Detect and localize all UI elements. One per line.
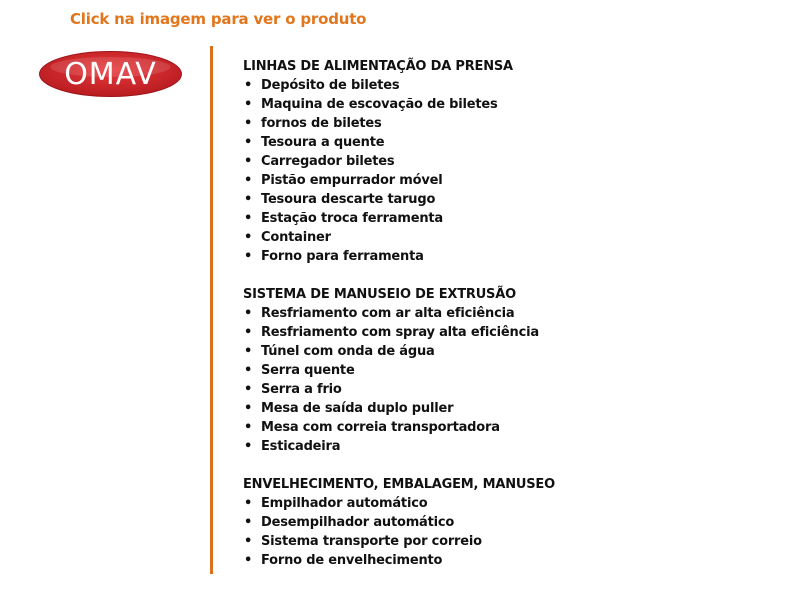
bullet-icon: • <box>244 230 253 245</box>
list-item[interactable] <box>243 342 783 361</box>
list-item[interactable] <box>243 95 783 114</box>
list-item[interactable] <box>243 114 783 133</box>
list-item-label: Estação troca ferramenta <box>261 211 443 226</box>
bullet-icon: • <box>244 97 253 112</box>
item-list <box>243 76 783 266</box>
bullet-icon: • <box>244 553 253 568</box>
list-item[interactable] <box>243 323 783 342</box>
list-item[interactable] <box>243 304 783 323</box>
list-item-label: Tesoura descarte tarugo <box>261 192 436 207</box>
list-item[interactable] <box>243 133 783 152</box>
list-item-label: Esticadeira <box>261 439 341 454</box>
list-item-label: Mesa de saída duplo puller <box>261 401 454 416</box>
omav-logo[interactable] <box>38 50 183 98</box>
list-item-label: Resfriamento com spray alta eficiência <box>261 325 539 340</box>
section-title: SISTEMA DE MANUSEIO DE EXTRUSÃO <box>243 287 516 302</box>
bullet-icon: • <box>244 325 253 340</box>
bullet-icon: • <box>244 382 253 397</box>
bullet-icon: • <box>244 439 253 454</box>
list-item-label: Forno para ferramenta <box>261 249 424 264</box>
list-item-label: Container <box>261 230 331 245</box>
list-item-label: Sistema transporte por correio <box>261 534 482 549</box>
list-item[interactable] <box>243 152 783 171</box>
bullet-icon: • <box>244 78 253 93</box>
section-title: LINHAS DE ALIMENTAÇÃO DA PRENSA <box>243 59 513 74</box>
product-list <box>243 57 783 570</box>
bullet-icon: • <box>244 249 253 264</box>
list-item-label: Forno de envelhecimento <box>261 553 443 568</box>
section-title: ENVELHECIMENTO, EMBALAGEM, MANUSEO <box>243 477 555 492</box>
bullet-icon: • <box>244 173 253 188</box>
bullet-icon: • <box>244 116 253 131</box>
section-extrusion-handling <box>243 285 783 456</box>
bullet-icon: • <box>244 515 253 530</box>
list-item[interactable] <box>243 190 783 209</box>
bullet-icon: • <box>244 344 253 359</box>
list-item-label: Empilhador automático <box>261 496 428 511</box>
vertical-divider <box>210 46 213 574</box>
list-item-label: Pistão empurrador móvel <box>261 173 443 188</box>
list-item-label: Mesa com correia transportadora <box>261 420 500 435</box>
list-item[interactable] <box>243 380 783 399</box>
bullet-icon: • <box>244 192 253 207</box>
list-item[interactable] <box>243 171 783 190</box>
list-item-label: Túnel com onda de água <box>261 344 435 359</box>
list-item-label: Maquina de escovação de biletes <box>261 97 498 112</box>
list-item[interactable] <box>243 551 783 570</box>
bullet-icon: • <box>244 363 253 378</box>
list-item[interactable] <box>243 418 783 437</box>
list-item[interactable] <box>243 361 783 380</box>
instruction-caption: Click na imagem para ver o produto <box>70 10 367 28</box>
bullet-icon: • <box>244 306 253 321</box>
list-item-label: Resfriamento com ar alta eficiência <box>261 306 515 321</box>
list-item[interactable] <box>243 228 783 247</box>
list-item[interactable] <box>243 209 783 228</box>
list-item[interactable] <box>243 532 783 551</box>
list-item[interactable] <box>243 437 783 456</box>
section-press-feeding-lines <box>243 57 783 266</box>
list-item-label: Serra quente <box>261 363 355 378</box>
list-item-label: Serra a frio <box>261 382 342 397</box>
bullet-icon: • <box>244 211 253 226</box>
list-item[interactable] <box>243 494 783 513</box>
logo-text: OMAV <box>64 57 157 92</box>
list-item[interactable] <box>243 76 783 95</box>
bullet-icon: • <box>244 135 253 150</box>
list-item-label: Tesoura a quente <box>261 135 385 150</box>
section-aging-packaging-handling <box>243 475 783 570</box>
list-item[interactable] <box>243 513 783 532</box>
item-list <box>243 304 783 456</box>
list-item-label: Depósito de biletes <box>261 78 400 93</box>
list-item[interactable] <box>243 399 783 418</box>
bullet-icon: • <box>244 420 253 435</box>
bullet-icon: • <box>244 401 253 416</box>
item-list <box>243 494 783 570</box>
list-item-label: Carregador biletes <box>261 154 395 169</box>
bullet-icon: • <box>244 496 253 511</box>
list-item-label: Desempilhador automático <box>261 515 455 530</box>
bullet-icon: • <box>244 534 253 549</box>
bullet-icon: • <box>244 154 253 169</box>
list-item[interactable] <box>243 247 783 266</box>
list-item-label: fornos de biletes <box>261 116 382 131</box>
